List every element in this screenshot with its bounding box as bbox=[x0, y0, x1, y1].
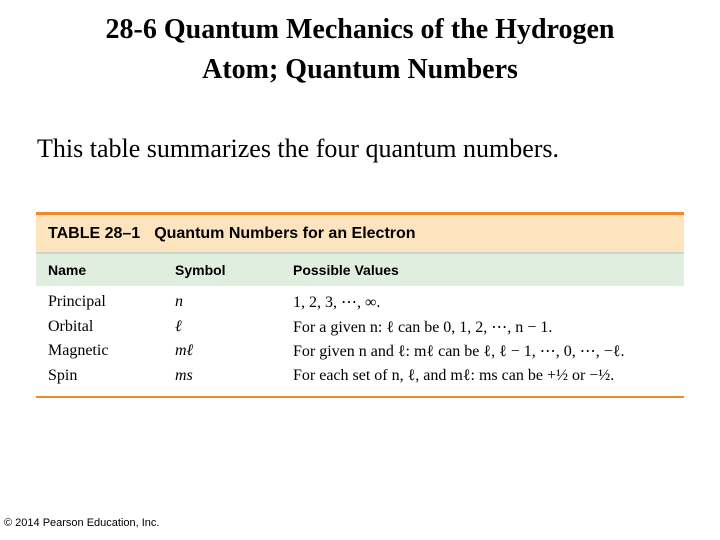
table-caption bbox=[36, 215, 684, 252]
table-row-spin bbox=[36, 364, 684, 389]
cell-values: 1, 2, 3, ⋯, ∞. bbox=[293, 294, 381, 312]
cell-name: Principal bbox=[48, 293, 106, 311]
header-name: Name bbox=[48, 262, 87, 278]
cell-values: For given n and ℓ: mℓ can be ℓ, ℓ − 1, ⋯, 0, ⋯, −ℓ. bbox=[293, 343, 625, 361]
header-symbol: Symbol bbox=[175, 262, 226, 278]
cell-symbol: mℓ bbox=[175, 342, 194, 360]
cell-values: For a given n: ℓ can be 0, 1, 2, ⋯, n − 1. bbox=[293, 318, 553, 336]
table-row-principal bbox=[36, 290, 684, 315]
slide-body-text: This table summarizes the four quantum numbers. bbox=[37, 134, 560, 163]
slide-title-line-1: 28-6 Quantum Mechanics of the Hydrogen bbox=[105, 14, 615, 45]
quantum-numbers-table bbox=[36, 212, 684, 398]
cell-symbol: n bbox=[175, 293, 183, 311]
table-caption-text: Quantum Numbers for an Electron bbox=[154, 224, 416, 242]
slide-title-line-2: Atom; Quantum Numbers bbox=[202, 54, 518, 85]
cell-name: Spin bbox=[48, 366, 78, 384]
cell-name: Orbital bbox=[48, 317, 94, 335]
table-number: TABLE 28–1 bbox=[48, 224, 141, 242]
table-body bbox=[36, 286, 684, 398]
copyright-notice: © 2014 Pearson Education, Inc. bbox=[4, 517, 160, 529]
cell-values: For each set of n, ℓ, and mℓ: ms can be +½ or −½. bbox=[293, 366, 615, 384]
table-header-row bbox=[36, 252, 684, 286]
table-row-orbital bbox=[36, 315, 684, 340]
cell-symbol: ms bbox=[175, 366, 193, 384]
cell-symbol: ℓ bbox=[175, 317, 182, 335]
cell-name: Magnetic bbox=[48, 342, 109, 360]
table-row-magnetic bbox=[36, 339, 684, 364]
slide-title bbox=[0, 10, 720, 90]
header-values: Possible Values bbox=[293, 262, 399, 278]
